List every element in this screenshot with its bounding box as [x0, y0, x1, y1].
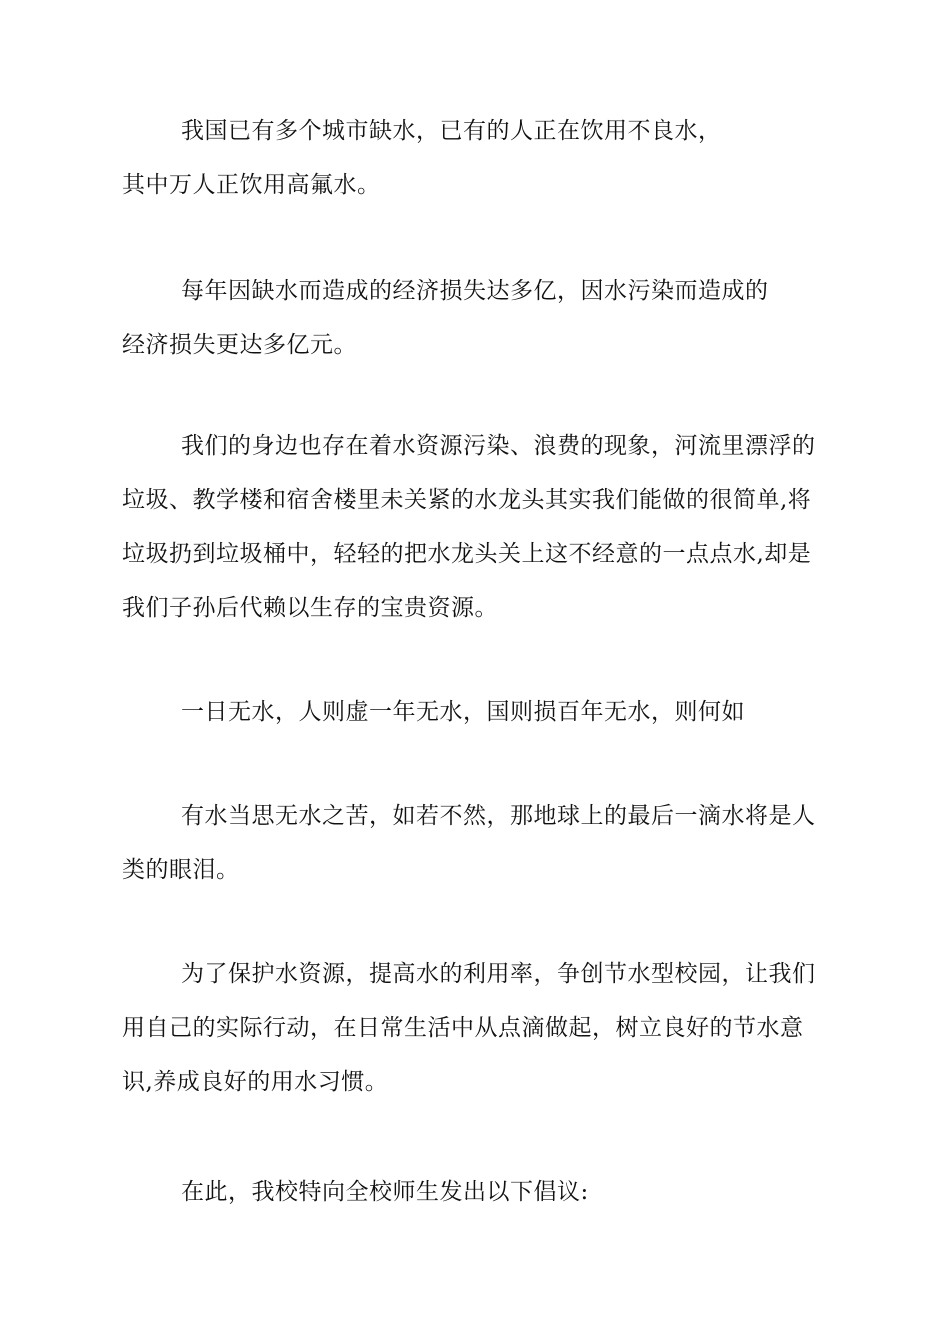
paragraph-line: 垃圾、教学楼和宿舍楼里未关紧的水龙头其实我们能做的很简单,将 — [122, 487, 812, 513]
paragraph-line: 识,养成良好的用水习惯。 — [122, 1069, 389, 1095]
paragraph-line: 经济损失更达多亿元。 — [122, 332, 357, 358]
paragraph-line: 为了保护水资源，提高水的利用率，争创节水型校园，让我们 — [181, 961, 816, 987]
paragraph-daily-waste — [122, 419, 832, 635]
paragraph-line: 有水当思无水之苦，如若不然，那地球上的最后一滴水将是人 — [181, 803, 816, 829]
paragraph-line: 用自己的实际行动，在日常生活中从点滴做起，树立良好的节水意 — [122, 1015, 804, 1041]
paragraph-water-shortage — [122, 104, 832, 212]
paragraph-line: 每年因缺水而造成的经济损失达多亿，因水污染而造成的 — [181, 278, 769, 304]
paragraph-proposal-intro — [122, 1165, 832, 1219]
paragraph-campus-call — [122, 947, 832, 1109]
paragraph-line: 在此，我校特向全校师生发出以下倡议: — [181, 1179, 589, 1205]
paragraph-last-drop — [122, 789, 832, 897]
paragraph-line: 一日无水，人则虚一年无水，国则损百年无水，则何如 — [181, 699, 745, 725]
paragraph-line: 类的眼泪。 — [122, 857, 240, 883]
paragraph-line: 我们的身边也存在着水资源污染、浪费的现象，河流里漂浮的 — [181, 433, 816, 459]
paragraph-line: 垃圾扔到垃圾桶中，轻轻的把水龙头关上这不经意的一点点水,却是 — [122, 541, 812, 567]
paragraph-line: 我国已有多个城市缺水，已有的人正在饮用不良水， — [181, 118, 722, 144]
paragraph-line: 我们子孙后代赖以生存的宝贵资源。 — [122, 595, 498, 621]
paragraph-economic-loss — [122, 264, 832, 372]
paragraph-saying — [122, 685, 832, 739]
paragraph-line: 其中万人正饮用高氟水。 — [122, 172, 381, 198]
